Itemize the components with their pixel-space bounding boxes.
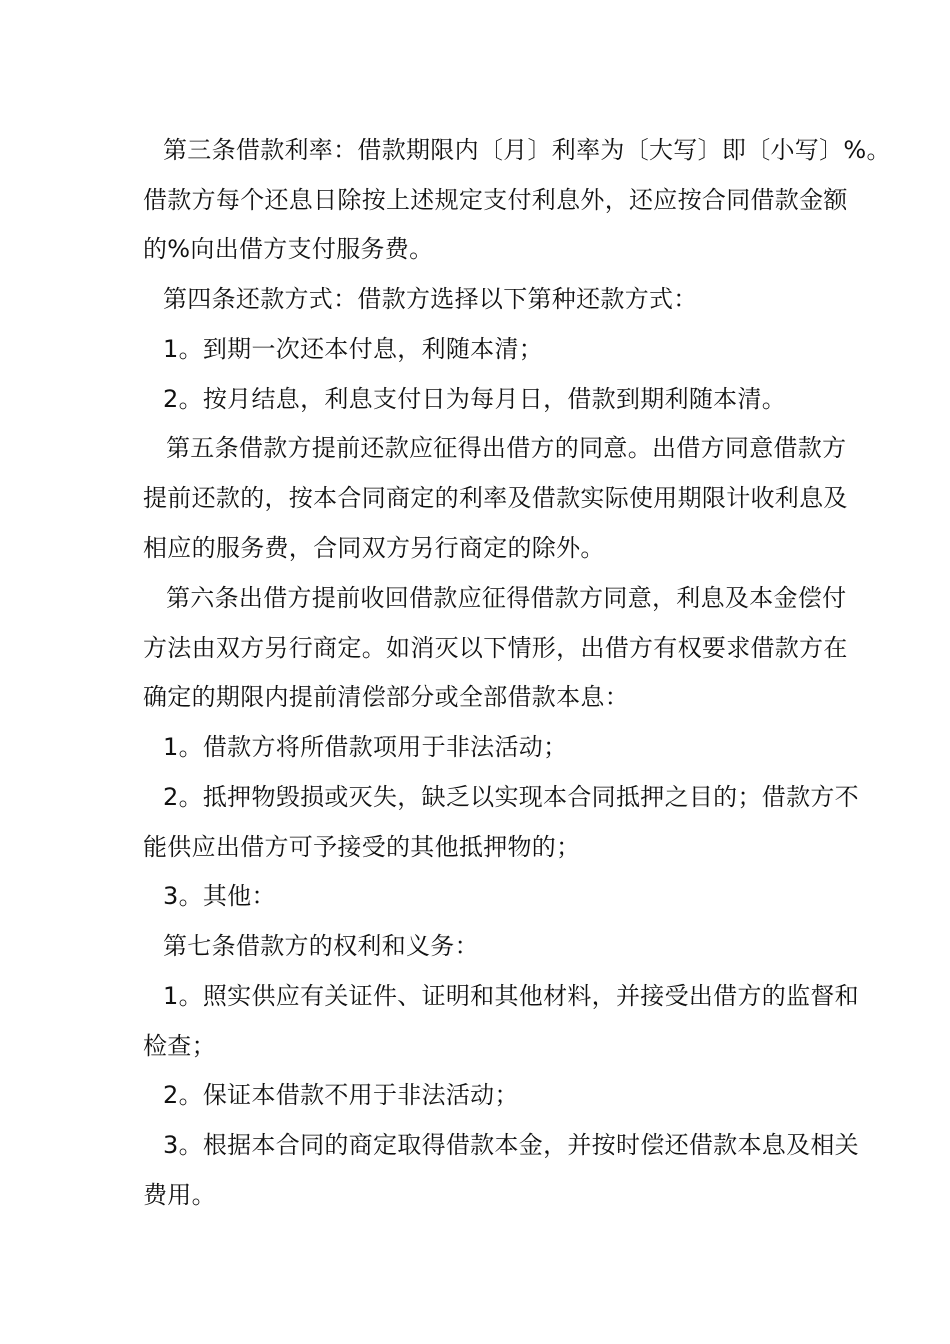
article-5-line-3: 相应的服务费，合同双方另行商定的除外。 [143,534,605,562]
article-7-item-3-line-1: 3。根据本合同的商定取得借款本金，并按时偿还借款本息及相关 [163,1131,859,1159]
article-6-line-3: 确定的期限内提前清偿部分或全部借款本息： [143,683,629,711]
article-3-line-3: 的%向出借方支付服务费。 [143,235,434,263]
article-7-item-1-line-2: 检查； [143,1032,216,1060]
article-7-item-2: 2。保证本借款不用于非法活动； [163,1081,519,1109]
article-6-item-1: 1。借款方将所借款项用于非法活动； [163,733,568,761]
article-6-item-2-line-2: 能供应出借方可予接受的其他抵押物的； [143,833,581,861]
article-7-heading: 第七条借款方的权利和义务： [163,932,479,960]
article-6-item-3: 3。其他： [163,882,276,910]
article-5-line-2: 提前还款的，按本合同商定的利率及借款实际使用期限计收利息及 [143,484,848,512]
article-7-item-3-line-2: 费用。 [143,1181,216,1209]
article-6-line-1: 第六条出借方提前收回借款应征得借款方同意，利息及本金偿付 [166,584,847,612]
article-6-item-2-line-1: 2。抵押物毁损或灭失，缺乏以实现本合同抵押之目的；借款方不 [163,783,859,811]
article-5-line-1: 第五条借款方提前还款应征得出借方的同意。出借方同意借款方 [166,434,847,462]
article-4-item-2: 2。按月结息，利息支付日为每月日，借款到期利随本清。 [163,385,787,413]
article-3-line-1: 第三条借款利率：借款期限内〔月〕利率为〔大写〕即〔小写〕%。 [163,136,891,164]
article-6-line-2: 方法由双方另行商定。如消灭以下情形，出借方有权要求借款方在 [143,634,848,662]
article-3-line-2: 借款方每个还息日除按上述规定支付利息外，还应按合同借款金额 [143,186,848,214]
article-7-item-1-line-1: 1。照实供应有关证件、证明和其他材料，并接受出借方的监督和 [163,982,859,1010]
article-4-heading: 第四条还款方式：借款方选择以下第种还款方式： [163,285,698,313]
article-4-item-1: 1。到期一次还本付息，利随本清； [163,335,544,363]
